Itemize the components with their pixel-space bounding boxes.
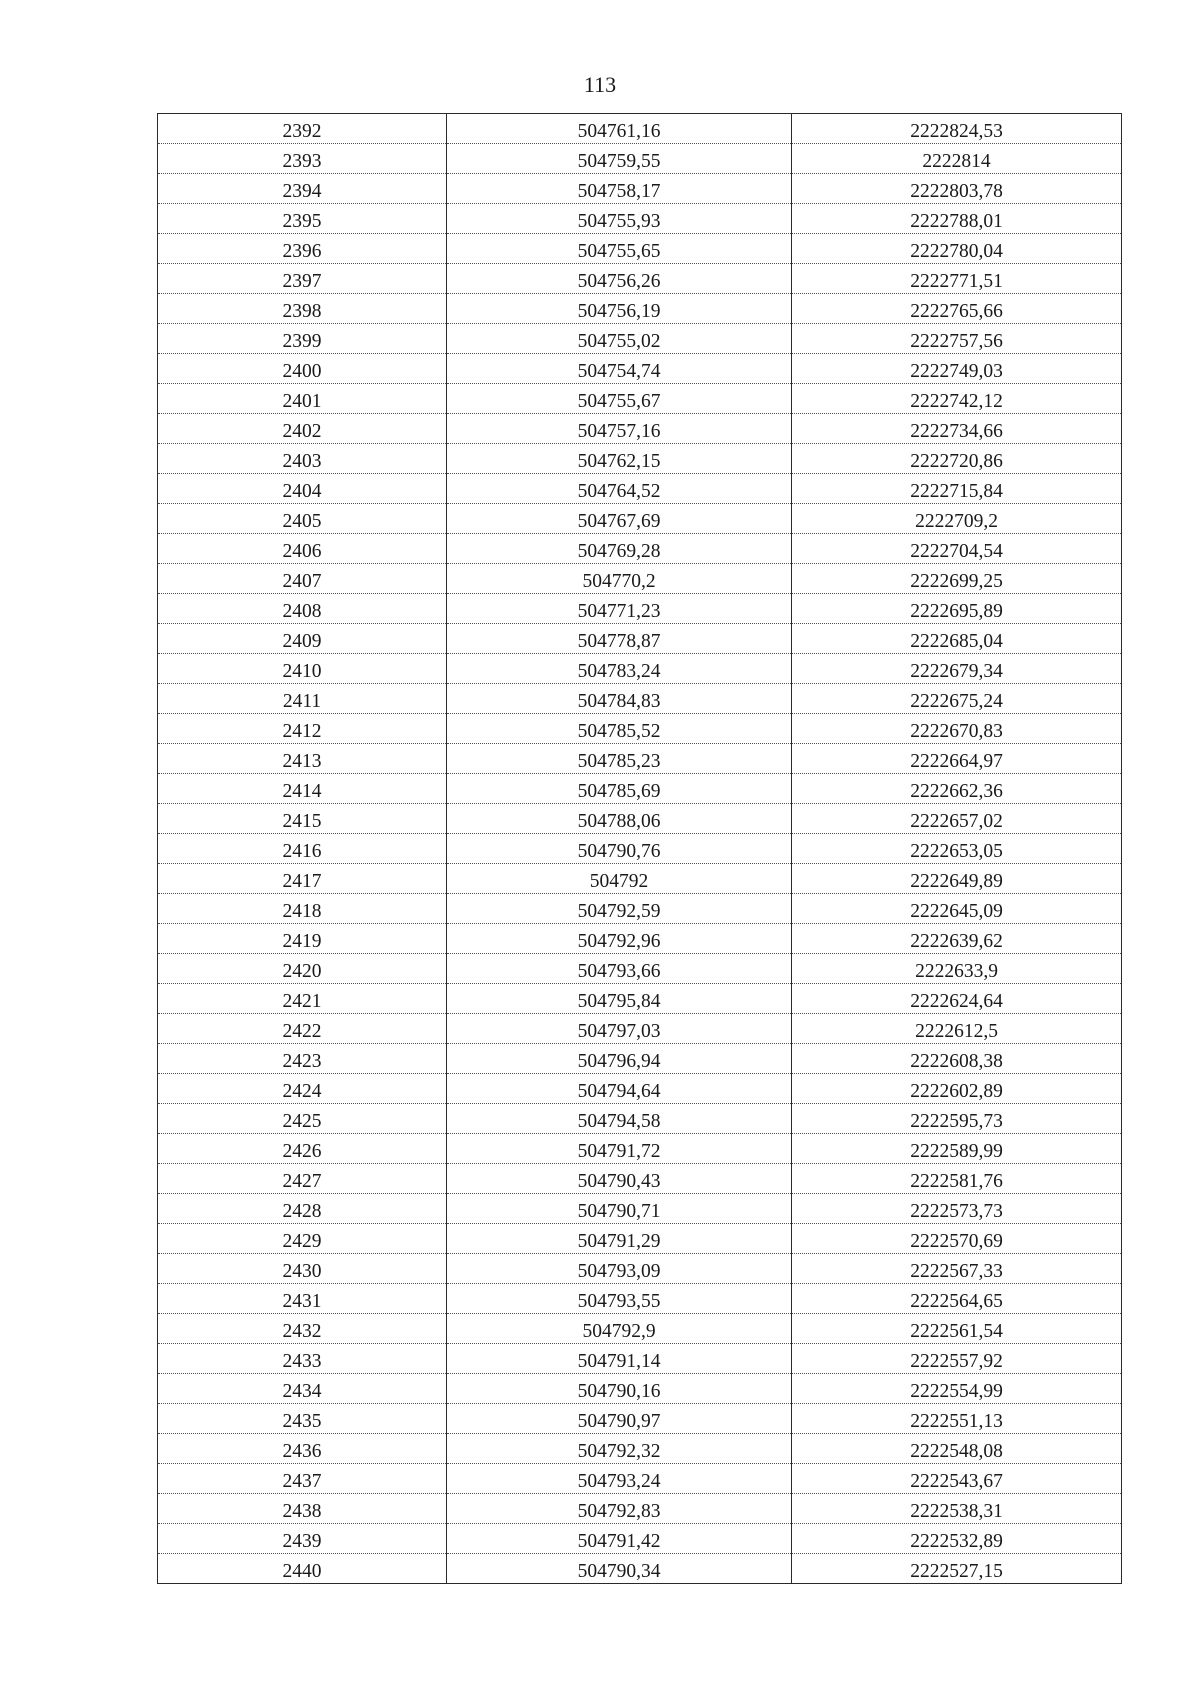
y-coordinate-cell: 2222561,54 [792, 1314, 1122, 1344]
y-coordinate-cell: 2222602,89 [792, 1074, 1122, 1104]
y-coordinate-cell: 2222803,78 [792, 174, 1122, 204]
point-number-cell: 2421 [158, 984, 447, 1014]
y-coordinate-cell: 2222567,33 [792, 1254, 1122, 1284]
y-coordinate-cell: 2222653,05 [792, 834, 1122, 864]
x-coordinate-cell: 504793,24 [447, 1464, 792, 1494]
y-coordinate-cell: 2222532,89 [792, 1524, 1122, 1554]
table-row [158, 504, 1122, 534]
x-coordinate-cell: 504790,34 [447, 1554, 792, 1584]
y-coordinate-cell: 2222675,24 [792, 684, 1122, 714]
table-row [158, 804, 1122, 834]
table-row [158, 564, 1122, 594]
y-coordinate-cell: 2222679,34 [792, 654, 1122, 684]
y-coordinate-cell: 2222699,25 [792, 564, 1122, 594]
x-coordinate-cell: 504790,97 [447, 1404, 792, 1434]
table-row [158, 774, 1122, 804]
table-row [158, 384, 1122, 414]
x-coordinate-cell: 504792,9 [447, 1314, 792, 1344]
y-coordinate-cell: 2222527,15 [792, 1554, 1122, 1584]
y-coordinate-cell: 2222564,65 [792, 1284, 1122, 1314]
point-number-cell: 2422 [158, 1014, 447, 1044]
y-coordinate-cell: 2222608,38 [792, 1044, 1122, 1074]
x-coordinate-cell: 504792,32 [447, 1434, 792, 1464]
x-coordinate-cell: 504771,23 [447, 594, 792, 624]
x-coordinate-cell: 504788,06 [447, 804, 792, 834]
y-coordinate-cell: 2222662,36 [792, 774, 1122, 804]
x-coordinate-cell: 504794,58 [447, 1104, 792, 1134]
point-number-cell: 2400 [158, 354, 447, 384]
table-row [158, 1554, 1122, 1584]
point-number-cell: 2404 [158, 474, 447, 504]
y-coordinate-cell: 2222742,12 [792, 384, 1122, 414]
point-number-cell: 2419 [158, 924, 447, 954]
table-row [158, 1134, 1122, 1164]
x-coordinate-cell: 504755,93 [447, 204, 792, 234]
point-number-cell: 2413 [158, 744, 447, 774]
table-row [158, 1194, 1122, 1224]
point-number-cell: 2435 [158, 1404, 447, 1434]
coordinates-table [157, 113, 1122, 1584]
point-number-cell: 2417 [158, 864, 447, 894]
y-coordinate-cell: 2222543,67 [792, 1464, 1122, 1494]
x-coordinate-cell: 504757,16 [447, 414, 792, 444]
table-row [158, 654, 1122, 684]
x-coordinate-cell: 504795,84 [447, 984, 792, 1014]
point-number-cell: 2394 [158, 174, 447, 204]
point-number-cell: 2393 [158, 144, 447, 174]
table-row [158, 864, 1122, 894]
x-coordinate-cell: 504758,17 [447, 174, 792, 204]
y-coordinate-cell: 2222771,51 [792, 264, 1122, 294]
point-number-cell: 2428 [158, 1194, 447, 1224]
point-number-cell: 2432 [158, 1314, 447, 1344]
x-coordinate-cell: 504790,16 [447, 1374, 792, 1404]
y-coordinate-cell: 2222589,99 [792, 1134, 1122, 1164]
y-coordinate-cell: 2222649,89 [792, 864, 1122, 894]
x-coordinate-cell: 504769,28 [447, 534, 792, 564]
y-coordinate-cell: 2222551,13 [792, 1404, 1122, 1434]
point-number-cell: 2409 [158, 624, 447, 654]
point-number-cell: 2436 [158, 1434, 447, 1464]
table-row [158, 534, 1122, 564]
x-coordinate-cell: 504755,67 [447, 384, 792, 414]
table-row [158, 1014, 1122, 1044]
point-number-cell: 2416 [158, 834, 447, 864]
point-number-cell: 2407 [158, 564, 447, 594]
x-coordinate-cell: 504793,55 [447, 1284, 792, 1314]
x-coordinate-cell: 504762,15 [447, 444, 792, 474]
y-coordinate-cell: 2222557,92 [792, 1344, 1122, 1374]
point-number-cell: 2412 [158, 714, 447, 744]
y-coordinate-cell: 2222554,99 [792, 1374, 1122, 1404]
table-row [158, 234, 1122, 264]
x-coordinate-cell: 504797,03 [447, 1014, 792, 1044]
point-number-cell: 2397 [158, 264, 447, 294]
point-number-cell: 2402 [158, 414, 447, 444]
point-number-cell: 2418 [158, 894, 447, 924]
x-coordinate-cell: 504783,24 [447, 654, 792, 684]
point-number-cell: 2430 [158, 1254, 447, 1284]
y-coordinate-cell: 2222657,02 [792, 804, 1122, 834]
table-row [158, 984, 1122, 1014]
x-coordinate-cell: 504792,59 [447, 894, 792, 924]
table-row [158, 1434, 1122, 1464]
point-number-cell: 2424 [158, 1074, 447, 1104]
table-row [158, 174, 1122, 204]
x-coordinate-cell: 504755,02 [447, 324, 792, 354]
x-coordinate-cell: 504790,43 [447, 1164, 792, 1194]
x-coordinate-cell: 504796,94 [447, 1044, 792, 1074]
table-row [158, 1404, 1122, 1434]
table-row [158, 1344, 1122, 1374]
y-coordinate-cell: 2222612,5 [792, 1014, 1122, 1044]
x-coordinate-cell: 504785,69 [447, 774, 792, 804]
table-row [158, 1494, 1122, 1524]
x-coordinate-cell: 504792,96 [447, 924, 792, 954]
table-row [158, 1524, 1122, 1554]
point-number-cell: 2438 [158, 1494, 447, 1524]
point-number-cell: 2434 [158, 1374, 447, 1404]
point-number-cell: 2399 [158, 324, 447, 354]
x-coordinate-cell: 504790,71 [447, 1194, 792, 1224]
point-number-cell: 2392 [158, 114, 447, 144]
point-number-cell: 2440 [158, 1554, 447, 1584]
y-coordinate-cell: 2222670,83 [792, 714, 1122, 744]
point-number-cell: 2395 [158, 204, 447, 234]
x-coordinate-cell: 504785,52 [447, 714, 792, 744]
point-number-cell: 2403 [158, 444, 447, 474]
x-coordinate-cell: 504785,23 [447, 744, 792, 774]
point-number-cell: 2420 [158, 954, 447, 984]
point-number-cell: 2426 [158, 1134, 447, 1164]
point-number-cell: 2396 [158, 234, 447, 264]
table-row [158, 714, 1122, 744]
table-row [158, 1284, 1122, 1314]
x-coordinate-cell: 504791,29 [447, 1224, 792, 1254]
point-number-cell: 2410 [158, 654, 447, 684]
table-row [158, 1464, 1122, 1494]
table-row [158, 294, 1122, 324]
table-row [158, 474, 1122, 504]
y-coordinate-cell: 2222538,31 [792, 1494, 1122, 1524]
point-number-cell: 2431 [158, 1284, 447, 1314]
table-row [158, 684, 1122, 714]
table-row [158, 1104, 1122, 1134]
table-row [158, 1074, 1122, 1104]
x-coordinate-cell: 504792 [447, 864, 792, 894]
x-coordinate-cell: 504755,65 [447, 234, 792, 264]
point-number-cell: 2437 [158, 1464, 447, 1494]
point-number-cell: 2433 [158, 1344, 447, 1374]
table-row [158, 1224, 1122, 1254]
table-row [158, 834, 1122, 864]
x-coordinate-cell: 504759,55 [447, 144, 792, 174]
y-coordinate-cell: 2222633,9 [792, 954, 1122, 984]
point-number-cell: 2405 [158, 504, 447, 534]
table-row [158, 414, 1122, 444]
y-coordinate-cell: 2222548,08 [792, 1434, 1122, 1464]
y-coordinate-cell: 2222695,89 [792, 594, 1122, 624]
y-coordinate-cell: 2222570,69 [792, 1224, 1122, 1254]
table-row [158, 324, 1122, 354]
y-coordinate-cell: 2222645,09 [792, 894, 1122, 924]
y-coordinate-cell: 2222581,76 [792, 1164, 1122, 1194]
point-number-cell: 2423 [158, 1044, 447, 1074]
table-row [158, 1374, 1122, 1404]
x-coordinate-cell: 504778,87 [447, 624, 792, 654]
x-coordinate-cell: 504761,16 [447, 114, 792, 144]
y-coordinate-cell: 2222704,54 [792, 534, 1122, 564]
table-row [158, 924, 1122, 954]
y-coordinate-cell: 2222780,04 [792, 234, 1122, 264]
y-coordinate-cell: 2222685,04 [792, 624, 1122, 654]
x-coordinate-cell: 504791,14 [447, 1344, 792, 1374]
table-row [158, 264, 1122, 294]
point-number-cell: 2406 [158, 534, 447, 564]
y-coordinate-cell: 2222664,97 [792, 744, 1122, 774]
y-coordinate-cell: 2222788,01 [792, 204, 1122, 234]
x-coordinate-cell: 504791,42 [447, 1524, 792, 1554]
y-coordinate-cell: 2222749,03 [792, 354, 1122, 384]
y-coordinate-cell: 2222639,62 [792, 924, 1122, 954]
y-coordinate-cell: 2222757,56 [792, 324, 1122, 354]
x-coordinate-cell: 504784,83 [447, 684, 792, 714]
x-coordinate-cell: 504790,76 [447, 834, 792, 864]
table-row [158, 1254, 1122, 1284]
x-coordinate-cell: 504794,64 [447, 1074, 792, 1104]
y-coordinate-cell: 2222814 [792, 144, 1122, 174]
table-row [158, 444, 1122, 474]
y-coordinate-cell: 2222765,66 [792, 294, 1122, 324]
point-number-cell: 2411 [158, 684, 447, 714]
point-number-cell: 2414 [158, 774, 447, 804]
table-row [158, 954, 1122, 984]
x-coordinate-cell: 504767,69 [447, 504, 792, 534]
point-number-cell: 2415 [158, 804, 447, 834]
y-coordinate-cell: 2222709,2 [792, 504, 1122, 534]
table-row [158, 204, 1122, 234]
table-row [158, 114, 1122, 144]
point-number-cell: 2408 [158, 594, 447, 624]
point-number-cell: 2439 [158, 1524, 447, 1554]
y-coordinate-cell: 2222624,64 [792, 984, 1122, 1014]
x-coordinate-cell: 504756,19 [447, 294, 792, 324]
coordinates-table-body [158, 114, 1122, 1584]
point-number-cell: 2398 [158, 294, 447, 324]
table-row [158, 744, 1122, 774]
table-row [158, 1044, 1122, 1074]
y-coordinate-cell: 2222573,73 [792, 1194, 1122, 1224]
point-number-cell: 2427 [158, 1164, 447, 1194]
table-row [158, 354, 1122, 384]
table-row [158, 594, 1122, 624]
table-row [158, 894, 1122, 924]
point-number-cell: 2429 [158, 1224, 447, 1254]
x-coordinate-cell: 504764,52 [447, 474, 792, 504]
x-coordinate-cell: 504791,72 [447, 1134, 792, 1164]
page-number: 113 [583, 72, 617, 97]
y-coordinate-cell: 2222824,53 [792, 114, 1122, 144]
y-coordinate-cell: 2222734,66 [792, 414, 1122, 444]
y-coordinate-cell: 2222720,86 [792, 444, 1122, 474]
table-row [158, 624, 1122, 654]
x-coordinate-cell: 504756,26 [447, 264, 792, 294]
table-row [158, 144, 1122, 174]
y-coordinate-cell: 2222715,84 [792, 474, 1122, 504]
point-number-cell: 2401 [158, 384, 447, 414]
x-coordinate-cell: 504793,09 [447, 1254, 792, 1284]
x-coordinate-cell: 504792,83 [447, 1494, 792, 1524]
x-coordinate-cell: 504770,2 [447, 564, 792, 594]
table-row [158, 1164, 1122, 1194]
x-coordinate-cell: 504754,74 [447, 354, 792, 384]
x-coordinate-cell: 504793,66 [447, 954, 792, 984]
y-coordinate-cell: 2222595,73 [792, 1104, 1122, 1134]
point-number-cell: 2425 [158, 1104, 447, 1134]
table-row [158, 1314, 1122, 1344]
